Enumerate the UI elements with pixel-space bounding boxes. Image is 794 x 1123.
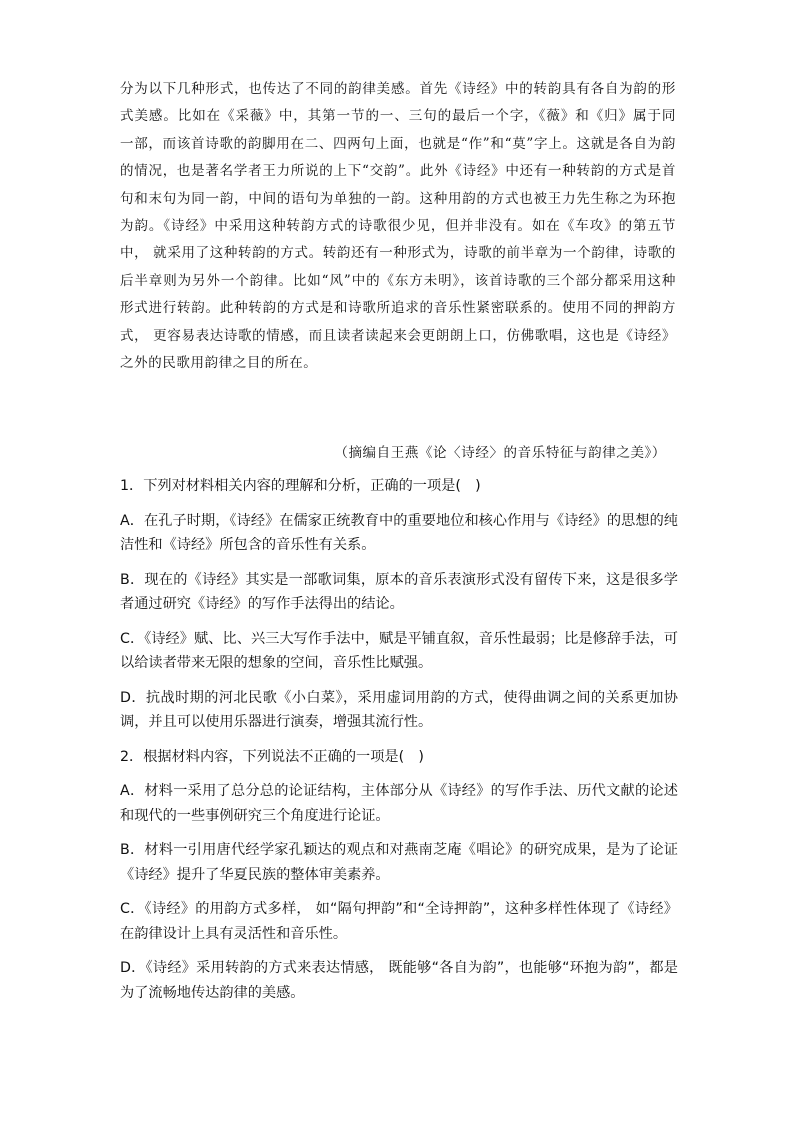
questions-section [120, 474, 678, 1015]
option-d: D．抗战时期的河北民歌《小白菜》，采用虚词用韵的方式，使得曲调之间的关系更加协调，并且可以使用乐器进行演奏，增强其流行性。 [120, 689, 678, 730]
question-stem: 1．下列对材料相关内容的理解和分析，正确的一项是( ) [120, 478, 481, 494]
question-stem: 2．根据材料内容，下列说法不正确的一项是( ) [120, 748, 424, 765]
source-citation: （摘编自王燕《论〈诗经〉的音乐特征与韵律之美》） [334, 445, 666, 461]
question-1 [120, 474, 678, 735]
passage-text: 分为以下几种形式，也传达了不同的韵律美感。首先《诗经》中的转韵具有各自为韵的形式美感。比如在《采薇》中，其第一节的一、三句的最后一个字，《薇》和《归》属于同一部，而该首诗歌的韵脚用在二、四两句上面，也就是“作”和“莫”字上。这就是各自为韵的情况，也是著名学者王力所说的上下“交韵”。此外《诗经》中还有一种转韵的方式是首句和末句为同一韵，中间的语句为单独的一韵。这种用韵的方式也被王力先生称之为环抱为韵。《诗经》中采用这种转韵方式的诗歌很少见，但并非没有。如在《车攻》的第五节中， 就采用了这种转韵的方式。转韵还有一种形式为，诗歌的前半章为一个韵律，诗歌的后半章则为另外一个韵律。比如“风”中的《东方未明》，该首诗歌的三个部分都采用这种形式进行转韵。此种转韵的方式是和诗歌所追求的音乐性紧密联系的。使用不同的押韵方式， 更容易表达诗歌的情感，而且读者读起来会更朗朗上口，仿佛歌唱，这也是《诗经》之外的民歌用韵律之目的所在。 [120, 81, 676, 372]
option-a: A．材料一采用了总分总的论证结构，主体部分从《诗经》的写作手法、历代文献的论述和现代的一些事例研究三个角度进行论证。 [120, 783, 678, 824]
option-b: B．材料一引用唐代经学家孔颖达的观点和对燕南芝庵《唱论》的研究成果，是为了论证《诗经》提升了华夏民族的整体审美素养。 [120, 842, 678, 883]
option-b: B．现在的《诗经》其实是一部歌词集，原本的音乐表演形式没有留传下来，这是很多学者通过研究《诗经》的写作手法得出的结论。 [120, 571, 678, 612]
option-d: D．《诗经》采用转韵的方式来表达情感， 既能够“各自为韵”，也能够“环抱为韵”，都是为了流畅地传达韵律的美感。 [120, 960, 678, 1001]
question-2 [120, 745, 678, 1006]
option-c: C．《诗经》的用韵方式多样， 如“隔句押韵”和“全诗押韵”，这种多样性体现了《诗经》在韵律设计上具有灵活性和音乐性。 [120, 901, 678, 942]
option-a: A．在孔子时期，《诗经》在儒家正统教育中的重要地位和核心作用与《诗经》的思想的纯洁性和《诗经》所包含的音乐性有关系。 [120, 512, 678, 553]
option-c: C．《诗经》赋、比、兴三大写作手法中，赋是平铺直叙，音乐性最弱；比是修辞手法，可以给读者带来无限的想象的空间，音乐性比赋强。 [120, 630, 678, 671]
